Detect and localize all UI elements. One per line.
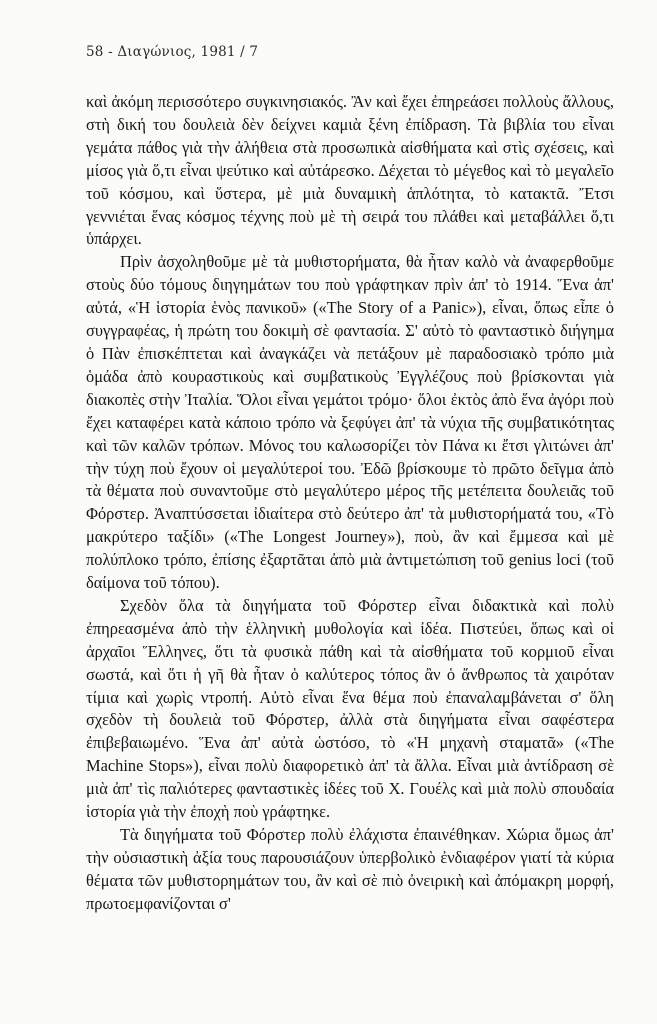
paragraph-4: Τὰ διηγήματα τοῦ Φόρστερ πολὺ ἐλάχιστα ἐπαινέθηκαν. Χώρια ὅμως ἀπ' τὴν οὐσιαστικὴ ἀξία τους παρουσιάζουν ὑπερβολικὸ ἐνδιαφέρον γιατί τὰ κύρια θέματα τῶν μυθιστορημάτων του, ἂν καὶ σὲ πιὸ ὀνειρικὴ καὶ ἀπόμακρη μορφή, πρωτοεμφανίζονται σ' — [86, 825, 614, 913]
paragraph-2: Πρὶν ἀσχοληθοῦμε μὲ τὰ μυθιστορήματα, θὰ ἦταν καλὸ νὰ ἀναφερθοῦμε στοὺς δύο τόμους διηγημάτων του ποὺ γράφτηκαν πρὶν ἀπ' τὸ 1914. Ἕνα ἀπ' αὐτά, «Ἡ ἱστορία ἑνὸς πανικοῦ» («The Story of a Panic»), εἶναι, ὅπως εἶπε ὁ συγγραφέας, ἡ πρώτη του δοκιμὴ σὲ φαντασία. Σ' αὐτὸ τὸ φανταστικὸ διήγημα ὁ Πὰν ἐπισκέπτεται καὶ ἀναγκάζει νὰ πετάξουν μὲ παραδοσιακὸ τρόπο μιὰ ὁμάδα ἀπὸ κουραστικοὺς καὶ συμβατικοὺς Ἐγγλέζους ποὺ βρίσκονται γιὰ διακοπὲς στὴν Ἰταλία. Ὅλοι εἶναι γεμάτοι τρόμο· ὅλοι ἐκτὸς ἀπὸ ἕνα ἀγόρι ποὺ ἔχει καταφέρει κατὰ κάποιο τρόπο νὰ ξεφύγει ἀπ' τὰ νύχια τῆς συμβατικότητας καὶ τῶν καλῶν τρόπων. Μόνος του καλωσορίζει τὸν Πάνα κι ἔτσι γλιτώνει ἀπ' τὴν τύχη ποὺ ἔχουν οἱ μεγαλύτεροί του. Ἐδῶ βρίσκουμε τὸ πρῶτο δεῖγμα ἀπὸ τὰ θέματα ποὺ συναντοῦμε στὸ μεγαλύτερο μέρος τῆς μετέπειτα δουλειᾶς τοῦ Φόρστερ. Ἀναπτύσσεται ἰδιαίτερα στὸ δεύτερο ἀπ' τὰ μυθιστορήματά του, «Τὸ μακρύτερο ταξίδι» («The Longest Journey»), ποὺ, ἂν καὶ ἔμμεσα καὶ μὲ πολύπλοκο τρόπο, ἐπίσης ἐξαρτᾶται ἀπὸ μιὰ ἀντιμετώπιση τοῦ genius loci (τοῦ δαίμονα τοῦ τόπου). — [86, 252, 614, 593]
body-text — [86, 91, 614, 916]
paragraph-1: καὶ ἀκόμη περισσότερο συγκινησιακός. Ἂν καὶ ἔχει ἐπηρεάσει πολλοὺς ἄλλους, στὴ δική του δουλειὰ δὲν δείχνει καμιὰ ξένη ἐπίδραση. Τὰ βιβλία του εἶναι γεμάτα πάθος γιὰ τὴν ἀλήθεια στὰ προσωπικὰ αἰσθήματα καὶ στὶς σχέσεις, καὶ μίσος γιὰ ὅ,τι εἶναι ψεύτικο καὶ αὐτάρεσκο. Δέχεται τὸ μέγεθος καὶ τὸ μεγαλεῖο τοῦ κόσμου, καὶ ὕστερα, μὲ μιὰ δυναμικὴ ἁπλότητα, τὸ κατακτᾶ. Ἔτσι γεννιέται ἕνας κόσμος τέχνης ποὺ μὲ τὴ σειρά του πλάθει καὶ μεταβάλλει ὅ,τι ὑπάρχει. — [86, 92, 614, 249]
running-head: 58 - Διαγώνιος, 1981 / 7 — [86, 44, 259, 60]
paragraph-3: Σχεδὸν ὅλα τὰ διηγήματα τοῦ Φόρστερ εἶναι διδακτικὰ καὶ πολὺ ἐπηρεασμένα ἀπὸ τὴν ἑλληνικὴ μυθολογία καὶ ἰδέα. Πιστεύει, ὅπως καὶ οἱ ἀρχαῖοι Ἕλληνες, ὅτι τὰ φυσικὰ πάθη καὶ τὰ αἰσθήματα τοῦ κορμιοῦ εἶναι σωστά, καὶ ὅτι ἡ γῆ θὰ ἦταν ὁ καλύτερος τόπος ἂν ὁ ἄνθρωπος τὰ χαιρόταν τίμια καὶ χωρὶς ντροπή. Αὐτὸ εἶναι ἕνα θέμα ποὺ ἐπαναλαμβάνεται σ' ὅλη σχεδὸν τὴ δουλειὰ τοῦ Φόρστερ, ἀλλὰ στὰ διηγήματα εἶναι σαφέστερα ἐπιβεβαιωμένο. Ἕνα ἀπ' αὐτὰ ὡστόσο, τὸ «Ἡ μηχανὴ σταματᾶ» («The Machine Stops»), εἶναι πολὺ διαφορετικὸ ἀπ' τὰ ἄλλα. Εἶναι μιὰ ἀντίδραση σὲ μιὰ ἀπ' τὶς παλιότερες φανταστικὲς ἰδέες τοῦ Χ. Γουέλς καὶ μιὰ πολὺ σπουδαία ἱστορία γιὰ τὴν ἐποχὴ ποὺ γράφτηκε. — [86, 595, 614, 822]
